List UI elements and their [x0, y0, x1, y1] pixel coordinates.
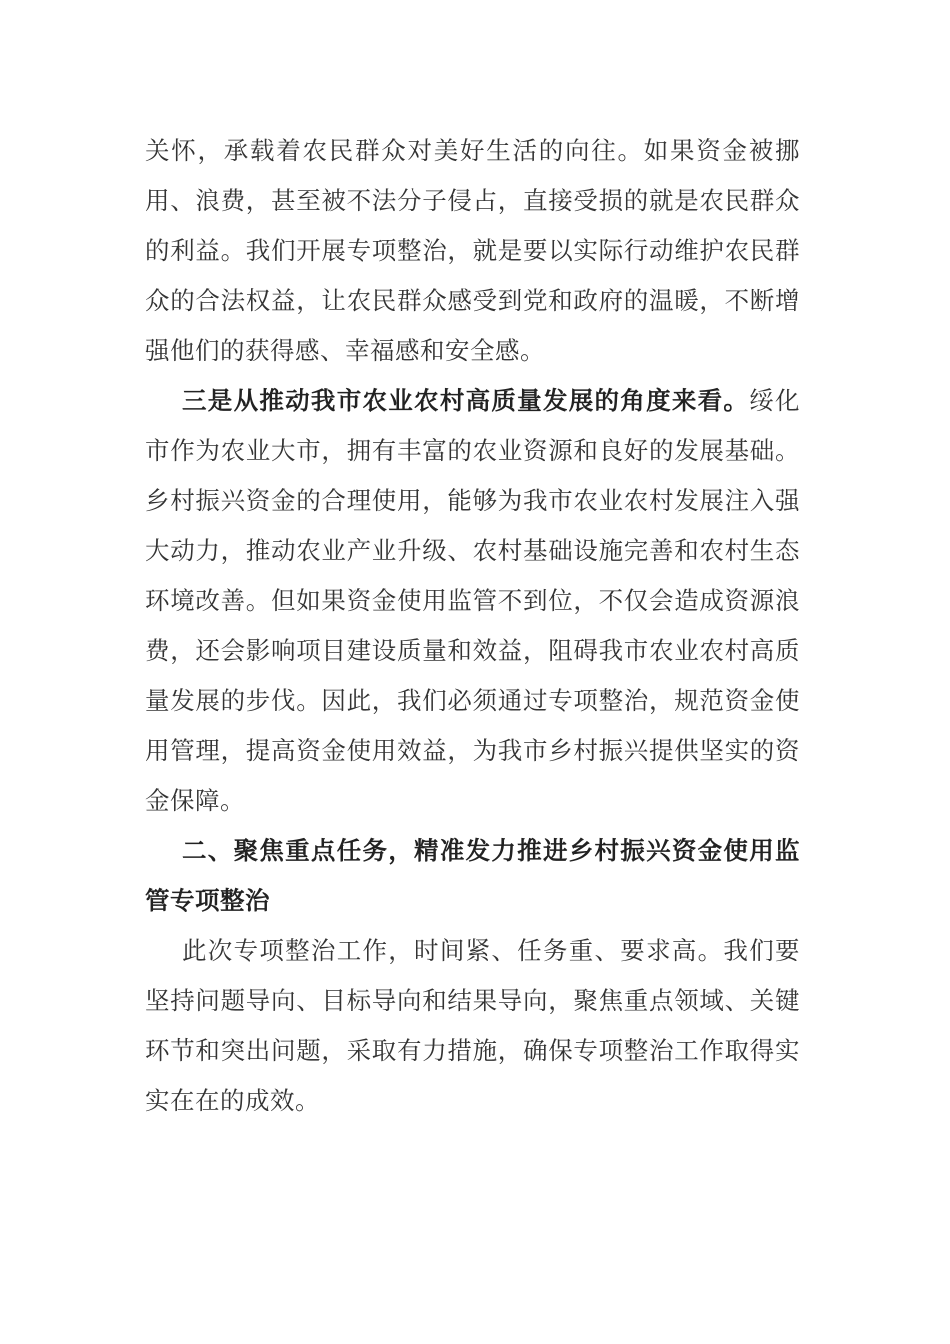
paragraph-text: 关怀，承载着农民群众对美好生活的向往。如果资金被挪用、浪费，甚至被不法分子侵占，直接受损的就是农民群众的利益。我们开展专项整治，就是要以实际行动维护农民群众的合法权益，让农民群众感受到党和政府的温暖，不断增强他们的获得感、幸福感和安全感。 — [145, 136, 800, 365]
paragraph-text: 此次专项整治工作，时间紧、任务重、要求高。我们要坚持问题导向、目标导向和结果导向，聚焦重点领域、关键环节和突出问题，采取有力措施，确保专项整治工作取得实实在在的成效。 — [145, 936, 800, 1115]
document-body — [145, 126, 800, 1126]
paragraph-section-intro — [145, 926, 800, 1126]
paragraph-point-three — [145, 376, 800, 826]
paragraph-text: 绥化市作为农业大市，拥有丰富的农业资源和良好的发展基础。乡村振兴资金的合理使用，能够为我市农业农村发展注入强大动力，推动农业产业升级、农村基础设施完善和农村生态环境改善。但如果资金使用监管不到位，不仅会造成资源浪费，还会影响项目建设质量和效益，阻碍我市农业农村高质量发展的步伐。因此，我们必须通过专项整治，规范资金使用管理，提高资金使用效益，为我市乡村振兴提供坚实的资金保障。 — [145, 386, 801, 815]
paragraph-continuation — [145, 126, 800, 376]
section-heading: 二、聚焦重点任务，精准发力推进乡村振兴资金使用监管专项整治 — [145, 836, 800, 915]
paragraph-lead-bold: 三是从推动我市农业农村高质量发展的角度来看。 — [182, 386, 750, 415]
